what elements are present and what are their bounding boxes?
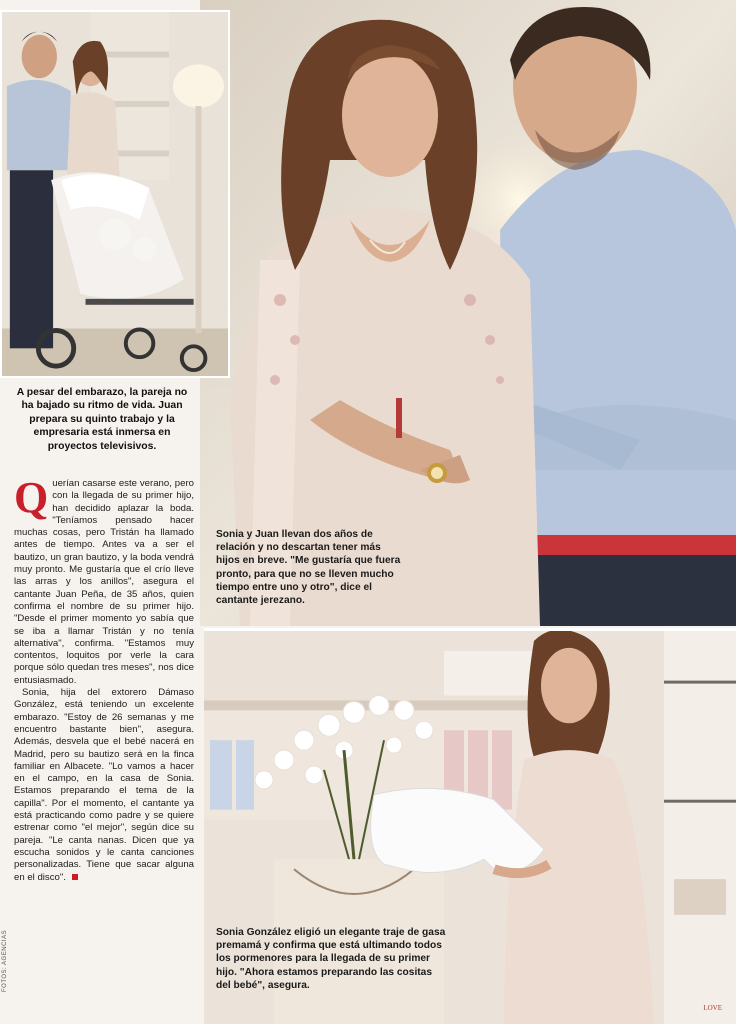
- drop-cap: Q: [14, 473, 49, 522]
- article-paragraph: [14, 687, 194, 884]
- folio-logo: LOVE: [703, 1004, 722, 1012]
- stroller-photo: [0, 10, 230, 378]
- article-paragraph-text: uerían casarse este verano, pero con la llegada de su primer hijo, han decidido aplazar la boda. "Teníamos pensado hacer muchas cosas, pero Tristán ha llamado antes de tiempo. Antes va a ser el bautizo, un gran bautizo, y la boda vendrá muy pronto. Me gustaría que el crío lleve las arras y los anillos", asegura el cantante Juan Peña, de 35 años, quien confirma el nombre de su primer hijo. "Desde el primer momento yo sabía que se iba a llamar Tristán y no tenía alternativa", confirma. "Estamos muy contentos, loquitos por verle la cara porque sólo quedan tres meses", nos dice entusiasmado.: [14, 478, 194, 686]
- photo-credit: FOTOS: AGENCIAS: [2, 929, 8, 992]
- end-mark-icon: [72, 874, 78, 880]
- shop-caption: Sonia González eligió un elegante traje de gasa premamá y confirma que está ultimando todos los pormenores para la llegada de su primer hijo. "Ahora estamos preparando las cositas del bebé", asegura.: [216, 927, 446, 991]
- article-paragraph-text: Sonia, hija del extorero Dámaso González, está teniendo un excelente embarazo. "Estoy de 26 semanas y me encuentro bastante bien", asegura. Además, desvela que el bebé nacerá en Madrid, pero su bautizo será en la finca familiar en Albacete. "Lo vamos a hacer en el campo, en la casa de Sonia. Estamos preparando el tema de la capilla". Por el momento, el cantante ya está practicando como padre y se quiere estrenar como "el mejor", según dice su pareja. "Le canta nanas. Dicen que ya escucha sonidos y le canta canciones personalizadas. Tiene que sacar alguna en el disco".: [14, 687, 194, 883]
- couple-caption: Sonia y Juan llevan dos años de relación y no descartan tener más hijos en breve. "Me gustaría que fuera pronto, para que no se lleven mucho tiempo entre uno y otro", dice el cantante jerezano.: [216, 529, 401, 607]
- article-body: [14, 473, 194, 884]
- inset-caption: A pesar del embarazo, la pareja no ha bajado su ritmo de vida. Juan prepara su quinto trabajo y la empresaria está inmersa en proyectos televisivos.: [16, 387, 188, 452]
- article-paragraph: [14, 473, 194, 687]
